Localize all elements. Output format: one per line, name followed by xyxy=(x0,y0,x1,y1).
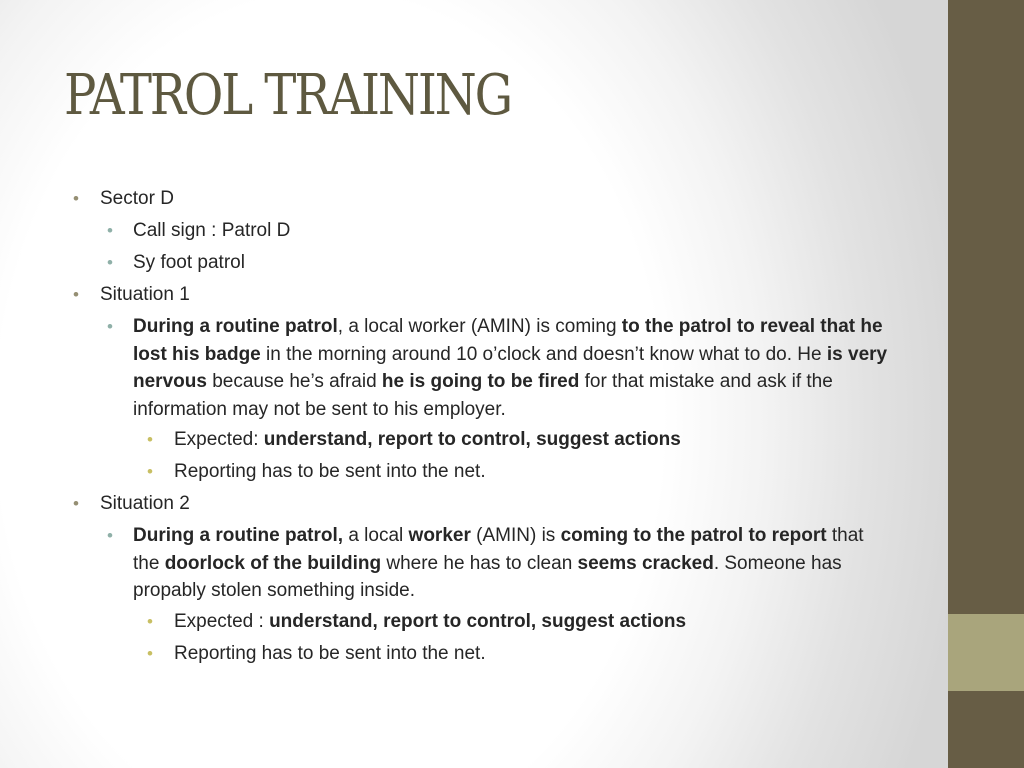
bullet-dot-icon: • xyxy=(147,462,153,481)
bullet-dot-icon: • xyxy=(73,285,79,304)
bold-text-run: understand, report to control, suggest actions xyxy=(269,611,687,632)
text-run: Reporting has to be sent into the net. xyxy=(174,643,486,664)
bullet-item-level2 xyxy=(107,217,893,245)
text-run: in the morning around 10 o’clock and doesn’t know what to do. He xyxy=(260,343,827,365)
bullet-dot-icon: • xyxy=(107,253,113,272)
text-run: Sy foot patrol xyxy=(133,252,245,273)
bold-text-run: During a routine patrol, xyxy=(133,525,344,546)
bold-text-run: worker xyxy=(408,525,471,546)
bold-text-run: doorlock of the building xyxy=(164,552,382,574)
side-accent-block xyxy=(948,614,1024,691)
text-run: that the xyxy=(133,525,864,574)
bold-text-run: During a routine patrol xyxy=(133,316,338,337)
bullet-item-level1 xyxy=(73,490,900,518)
text-run: where he has to clean xyxy=(381,552,578,574)
bold-text-run: understand, report to control, suggest actions xyxy=(263,429,681,450)
bullet-item-level3 xyxy=(147,640,904,668)
bullet-dot-icon: • xyxy=(107,526,113,545)
bullet-item-level1 xyxy=(73,185,900,213)
text-run: Reporting has to be sent into the net. xyxy=(174,461,486,482)
text-run: Expected: xyxy=(174,429,264,450)
bullet-item-level2 xyxy=(107,522,893,605)
bullet-dot-icon: • xyxy=(73,189,79,208)
bullet-dot-icon: • xyxy=(147,430,153,449)
bold-text-run: seems cracked xyxy=(577,552,714,574)
bold-text-run: he is going to be fired xyxy=(381,371,580,392)
text-run: Situation 1 xyxy=(100,284,190,305)
text-run: Expected : xyxy=(174,611,270,632)
bullet-item-level3 xyxy=(147,458,904,486)
text-run: a local xyxy=(343,525,409,546)
bullet-dot-icon: • xyxy=(147,644,153,663)
bullet-dot-icon: • xyxy=(107,317,113,336)
text-run: , a local worker (AMIN) is coming xyxy=(337,316,622,337)
text-run: Situation 2 xyxy=(100,493,190,514)
bold-text-run: is very nervous xyxy=(133,343,888,392)
bullet-item-level3 xyxy=(147,608,904,636)
bullet-item-level2 xyxy=(107,249,893,277)
text-run: (AMIN) is xyxy=(470,525,561,546)
bullet-dot-icon: • xyxy=(73,494,79,513)
text-run: . Someone has propably stolen something inside. xyxy=(133,552,842,601)
bullet-item-level2 xyxy=(107,313,893,423)
bullet-item-level1 xyxy=(73,281,900,309)
bold-text-run: coming to the patrol to report xyxy=(560,525,827,546)
text-run: Sector D xyxy=(100,188,174,209)
bullet-item-level3 xyxy=(147,426,904,454)
slide-title: PATROL TRAINING xyxy=(64,63,511,128)
bullet-dot-icon: • xyxy=(107,221,113,240)
bullet-dot-icon: • xyxy=(147,612,153,631)
text-run: for that mistake and ask if the information may not be sent to his employer. xyxy=(133,371,833,420)
bold-text-run: to the patrol to reveal that he lost his badge xyxy=(133,316,883,365)
text-run: Call sign : Patrol D xyxy=(133,220,291,241)
text-run: because he’s afraid xyxy=(206,371,382,392)
